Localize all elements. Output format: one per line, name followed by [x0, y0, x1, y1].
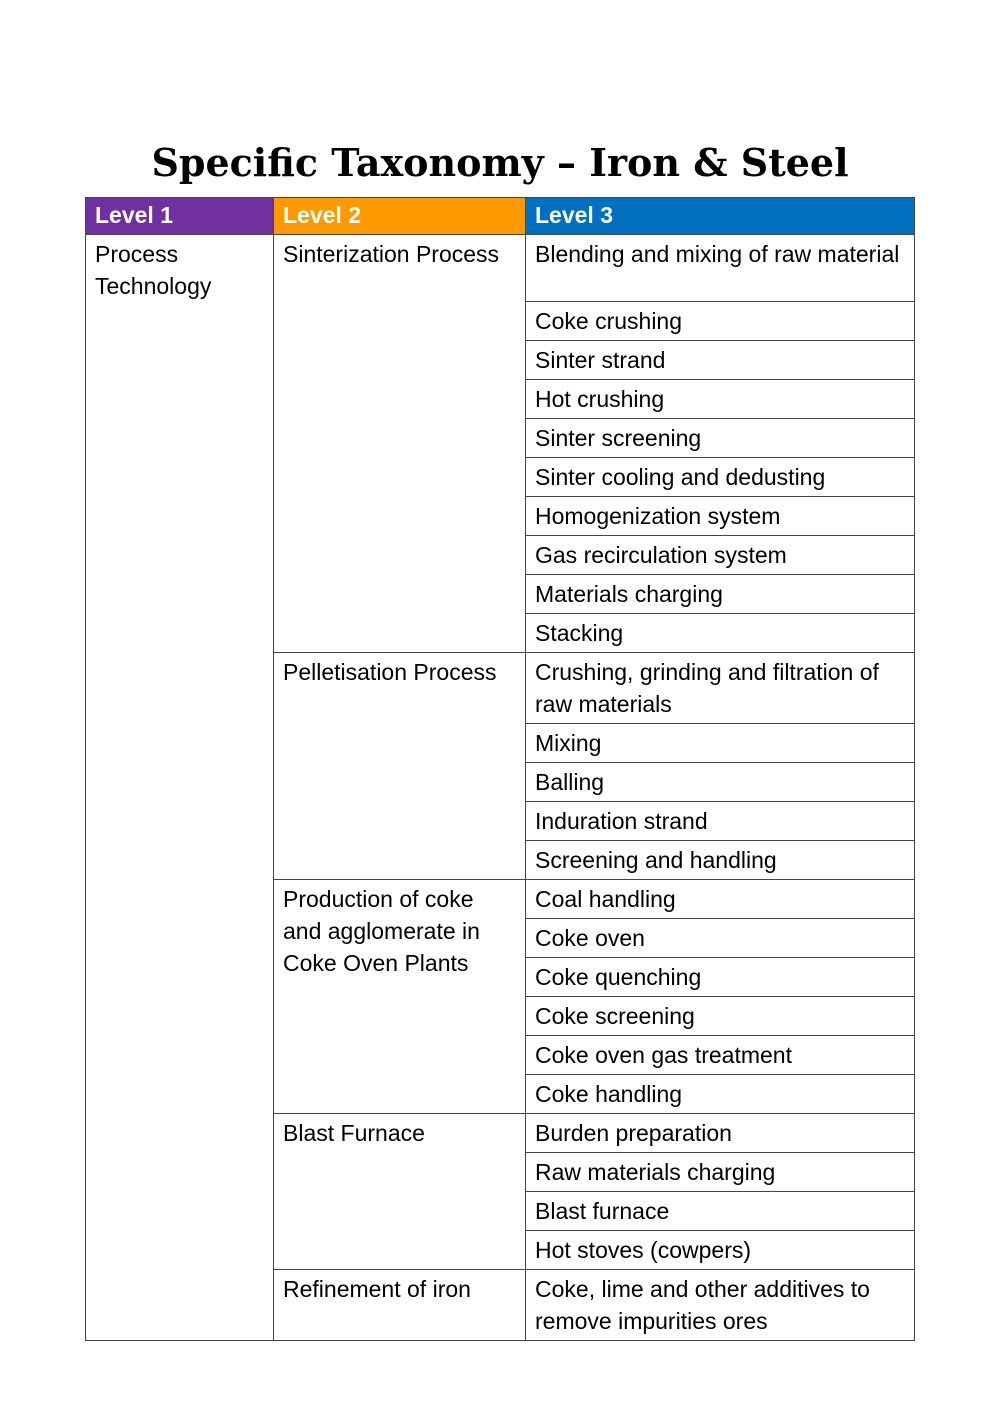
level3-cell: Coke oven — [526, 919, 915, 958]
level3-cell: Hot stoves (cowpers) — [526, 1231, 915, 1270]
header-level-2: Level 2 — [274, 198, 526, 235]
header-row — [86, 198, 915, 235]
level3-cell: Burden preparation — [526, 1114, 915, 1153]
level3-cell: Sinter cooling and dedusting — [526, 458, 915, 497]
header-level-1: Level 1 — [86, 198, 274, 235]
level3-cell: Coke quenching — [526, 958, 915, 997]
level3-cell: Homogenization system — [526, 497, 915, 536]
taxonomy-table — [85, 197, 915, 1341]
level3-cell: Gas recirculation system — [526, 536, 915, 575]
level3-cell: Sinter screening — [526, 419, 915, 458]
level3-cell: Balling — [526, 763, 915, 802]
level3-cell: Materials charging — [526, 575, 915, 614]
header-level-3: Level 3 — [526, 198, 915, 235]
page-title: Specific Taxonomy – Iron & Steel — [151, 140, 849, 185]
level3-cell: Crushing, grinding and filtration of raw materials — [526, 653, 915, 724]
table-row — [86, 235, 915, 302]
level3-cell: Raw materials charging — [526, 1153, 915, 1192]
level3-cell: Blending and mixing of raw material — [526, 235, 915, 302]
level2-cell-coke-oven: Production of coke and agglomerate in Coke Oven Plants — [274, 880, 526, 1114]
level3-cell: Coke, lime and other additives to remove impurities ores — [526, 1270, 915, 1341]
level3-cell: Screening and handling — [526, 841, 915, 880]
level3-cell: Coke crushing — [526, 302, 915, 341]
level3-cell: Hot crushing — [526, 380, 915, 419]
level3-cell: Induration strand — [526, 802, 915, 841]
level3-cell: Coal handling — [526, 880, 915, 919]
level3-cell: Coke screening — [526, 997, 915, 1036]
level2-cell-pelletisation: Pelletisation Process — [274, 653, 526, 880]
level2-cell-refinement: Refinement of iron — [274, 1270, 526, 1341]
level3-cell: Stacking — [526, 614, 915, 653]
level3-cell: Sinter strand — [526, 341, 915, 380]
level2-cell-sinterization: Sinterization Process — [274, 235, 526, 653]
level3-cell: Coke handling — [526, 1075, 915, 1114]
level2-cell-blast-furnace: Blast Furnace — [274, 1114, 526, 1270]
level3-cell: Blast furnace — [526, 1192, 915, 1231]
level1-cell-process-technology: Process Technology — [86, 235, 274, 1341]
level3-cell: Mixing — [526, 724, 915, 763]
level3-cell: Coke oven gas treatment — [526, 1036, 915, 1075]
